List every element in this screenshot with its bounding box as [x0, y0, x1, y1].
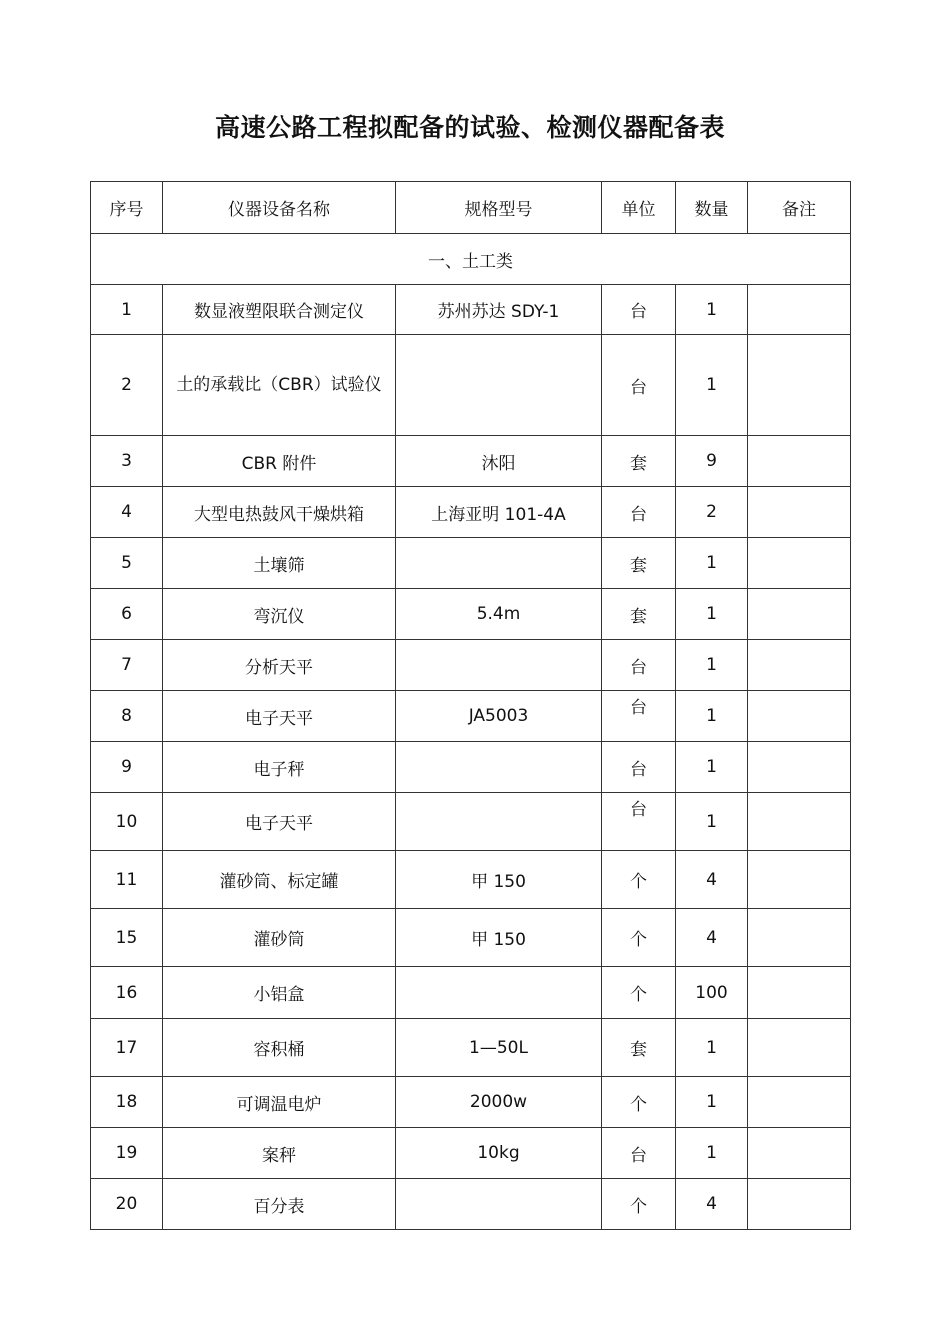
cell-seq: 15: [91, 909, 163, 967]
cell-seq: 6: [91, 589, 163, 640]
cell-seq: 16: [91, 967, 163, 1019]
table-row: [91, 1128, 851, 1179]
cell-unit: 套: [602, 589, 676, 640]
cell-spec: [396, 1179, 602, 1230]
cell-unit: 台: [602, 1128, 676, 1179]
cell-unit: 台: [602, 335, 676, 436]
cell-note: [748, 793, 851, 851]
cell-name: 百分表: [163, 1179, 396, 1230]
cell-name: 土壤筛: [163, 538, 396, 589]
cell-note: [748, 285, 851, 335]
page-title: 高速公路工程拟配备的试验、检测仪器配备表: [214, 113, 725, 142]
table-row: [91, 538, 851, 589]
cell-spec: 沐阳: [396, 436, 602, 487]
table-row: [91, 1179, 851, 1230]
table-row: [91, 742, 851, 793]
cell-qty: 1: [676, 793, 748, 851]
cell-qty: 100: [676, 967, 748, 1019]
table-row: [91, 793, 851, 851]
cell-unit: 台: [602, 640, 676, 691]
cell-spec: 甲 150: [396, 851, 602, 909]
cell-unit: 个: [602, 1077, 676, 1128]
cell-qty: 1: [676, 1128, 748, 1179]
cell-qty: 1: [676, 640, 748, 691]
section-label: 一、土工类: [91, 234, 851, 285]
cell-spec: 2000w: [396, 1077, 602, 1128]
cell-spec: 苏州苏达 SDY-1: [396, 285, 602, 335]
cell-name: 电子天平: [163, 793, 396, 851]
cell-name: 灌砂筒、标定罐: [163, 851, 396, 909]
cell-seq: 17: [91, 1019, 163, 1077]
header-cell-spec: 规格型号: [396, 182, 602, 234]
cell-seq: 3: [91, 436, 163, 487]
cell-note: [748, 691, 851, 742]
table-row: [91, 487, 851, 538]
cell-qty: 1: [676, 285, 748, 335]
cell-spec: 甲 150: [396, 909, 602, 967]
cell-name: 电子秤: [163, 742, 396, 793]
header-cell-seq: 序号: [91, 182, 163, 234]
cell-note: [748, 851, 851, 909]
cell-seq: 11: [91, 851, 163, 909]
cell-qty: 9: [676, 436, 748, 487]
cell-spec: [396, 967, 602, 1019]
cell-spec: [396, 335, 602, 436]
cell-note: [748, 538, 851, 589]
cell-note: [748, 335, 851, 436]
cell-unit: 个: [602, 851, 676, 909]
table-row: [91, 1019, 851, 1077]
cell-seq: 10: [91, 793, 163, 851]
cell-spec: 10kg: [396, 1128, 602, 1179]
cell-qty: 4: [676, 909, 748, 967]
cell-note: [748, 1128, 851, 1179]
cell-seq: 9: [91, 742, 163, 793]
header-cell-unit: 单位: [602, 182, 676, 234]
cell-seq: 19: [91, 1128, 163, 1179]
cell-note: [748, 967, 851, 1019]
cell-spec: [396, 742, 602, 793]
header-row: [91, 182, 851, 234]
cell-qty: 1: [676, 1019, 748, 1077]
cell-unit: 台: [602, 285, 676, 335]
table-row: [91, 691, 851, 742]
header-cell-name: 仪器设备名称: [163, 182, 396, 234]
cell-qty: 1: [676, 1077, 748, 1128]
cell-note: [748, 909, 851, 967]
cell-seq: 20: [91, 1179, 163, 1230]
table-row: [91, 1077, 851, 1128]
table-row: [91, 967, 851, 1019]
cell-unit: 个: [602, 909, 676, 967]
cell-qty: 1: [676, 691, 748, 742]
cell-unit: 台: [602, 487, 676, 538]
cell-spec: [396, 640, 602, 691]
cell-spec: [396, 538, 602, 589]
table-row: [91, 335, 851, 436]
table-row: [91, 436, 851, 487]
cell-name: 大型电热鼓风干燥烘箱: [163, 487, 396, 538]
header-cell-qty: 数量: [676, 182, 748, 234]
cell-unit: 套: [602, 436, 676, 487]
cell-qty: 4: [676, 851, 748, 909]
section-row: [91, 234, 851, 285]
cell-unit: 套: [602, 1019, 676, 1077]
cell-unit: 台: [602, 793, 676, 851]
table-row: [91, 589, 851, 640]
cell-spec: 上海亚明 101-4A: [396, 487, 602, 538]
cell-name: 数显液塑限联合测定仪: [163, 285, 396, 335]
cell-note: [748, 1077, 851, 1128]
cell-name: 分析天平: [163, 640, 396, 691]
cell-note: [748, 589, 851, 640]
cell-seq: 1: [91, 285, 163, 335]
cell-unit: 台: [602, 691, 676, 742]
cell-qty: 1: [676, 589, 748, 640]
cell-name: 小铝盒: [163, 967, 396, 1019]
cell-qty: 1: [676, 742, 748, 793]
cell-name: CBR 附件: [163, 436, 396, 487]
cell-unit: 台: [602, 742, 676, 793]
cell-note: [748, 640, 851, 691]
cell-note: [748, 742, 851, 793]
equipment-table: [90, 181, 851, 1230]
table-row: [91, 851, 851, 909]
cell-name: 土的承载比（CBR）试验仪: [163, 335, 396, 436]
cell-qty: 4: [676, 1179, 748, 1230]
cell-note: [748, 1179, 851, 1230]
cell-spec: 5.4m: [396, 589, 602, 640]
cell-unit: 个: [602, 967, 676, 1019]
cell-name: 灌砂筒: [163, 909, 396, 967]
cell-qty: 1: [676, 538, 748, 589]
cell-note: [748, 1019, 851, 1077]
cell-name: 可调温电炉: [163, 1077, 396, 1128]
cell-qty: 1: [676, 335, 748, 436]
table-row: [91, 640, 851, 691]
cell-spec: 1—50L: [396, 1019, 602, 1077]
cell-unit: 个: [602, 1179, 676, 1230]
cell-spec: [396, 793, 602, 851]
cell-seq: 5: [91, 538, 163, 589]
cell-qty: 2: [676, 487, 748, 538]
cell-seq: 4: [91, 487, 163, 538]
cell-name: 容积桶: [163, 1019, 396, 1077]
cell-seq: 7: [91, 640, 163, 691]
cell-unit: 套: [602, 538, 676, 589]
cell-name: 弯沉仪: [163, 589, 396, 640]
table-row: [91, 285, 851, 335]
cell-name: 电子天平: [163, 691, 396, 742]
cell-seq: 18: [91, 1077, 163, 1128]
cell-name: 案秤: [163, 1128, 396, 1179]
header-cell-note: 备注: [748, 182, 851, 234]
table-row: [91, 909, 851, 967]
cell-spec: JA5003: [396, 691, 602, 742]
cell-seq: 8: [91, 691, 163, 742]
cell-note: [748, 487, 851, 538]
cell-seq: 2: [91, 335, 163, 436]
cell-note: [748, 436, 851, 487]
